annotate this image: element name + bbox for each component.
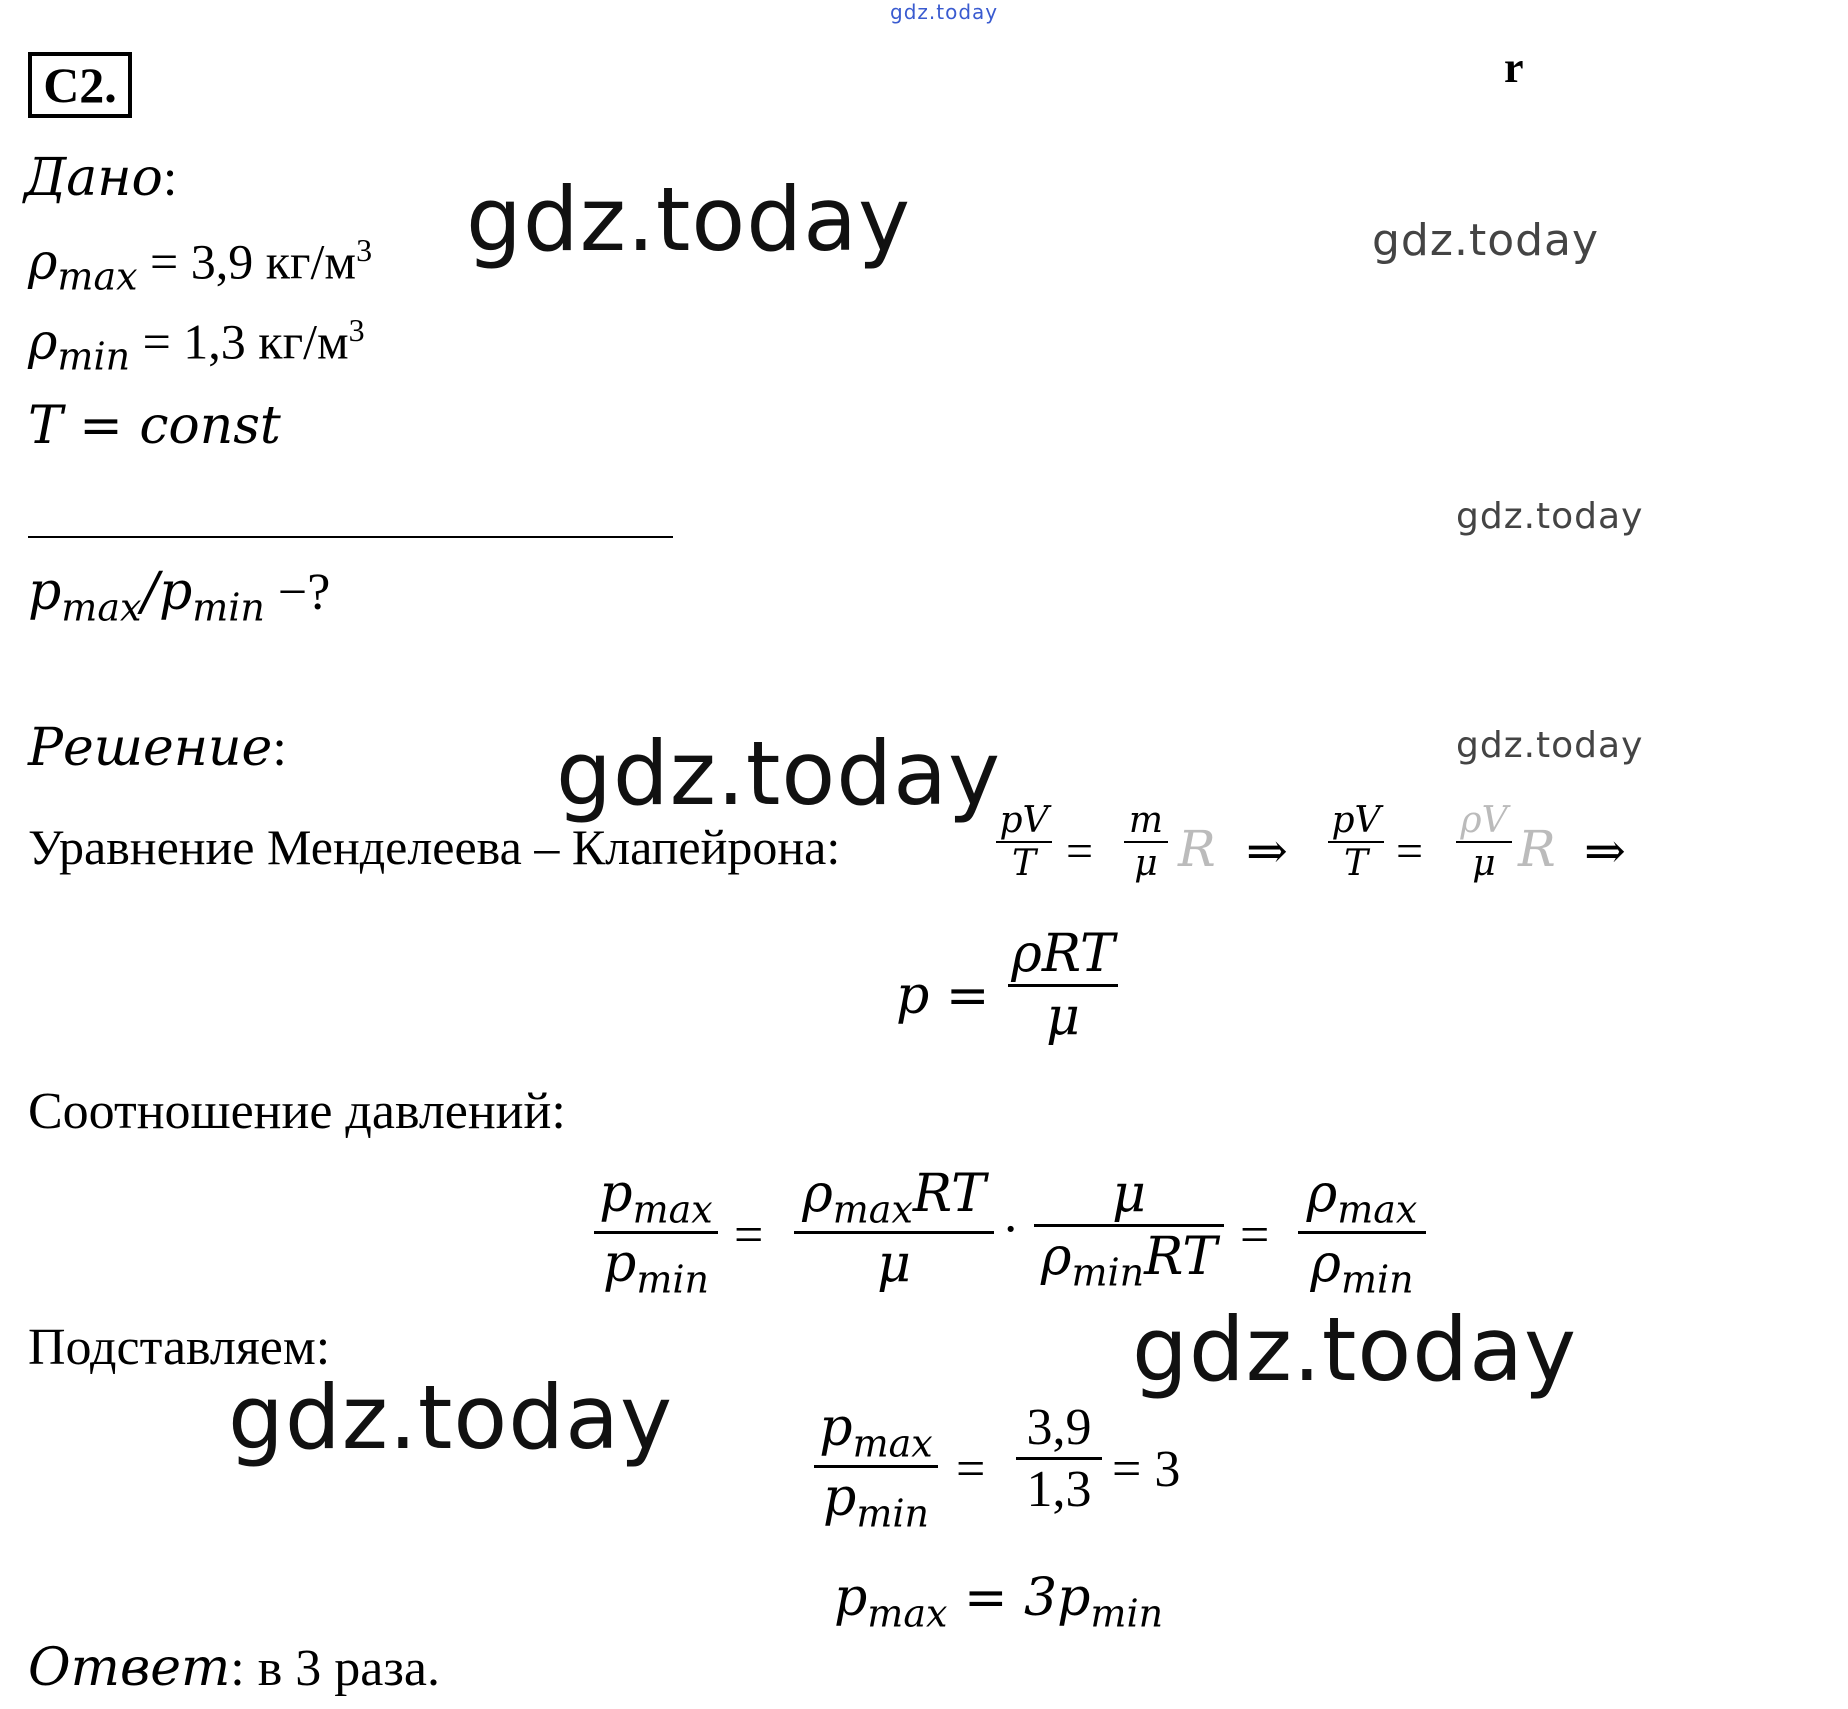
unit-exponent: 3 [348,312,365,348]
numerator: $\rho_{max}$ [1306,1164,1418,1232]
equals-sign: = [956,1441,986,1498]
numerator: m [1128,800,1164,841]
answer-text: : в 3 раза. [230,1640,440,1697]
watermark: gdz.today [228,1366,674,1469]
numerator: $\rho_{max}RT$ [802,1164,986,1232]
numerator: $p_{max}$ [819,1398,933,1466]
denominator: $\rho_{min}$ [1310,1234,1414,1302]
given-heading [24,148,177,208]
question-mark: −? [264,564,331,621]
rho-subscript: min [57,334,131,379]
problem-number: С2. [28,52,132,118]
watermark: gdz.today [1456,496,1644,537]
numerator: $p_{max}$ [599,1164,713,1232]
denominator: $p_{min}$ [603,1234,709,1302]
fraction-pv-t [996,800,1052,884]
rho-symbol: ρ [28,232,58,291]
answer-line [28,1638,440,1698]
numerator: pV [999,800,1049,841]
multiply-dot: · [1002,1201,1020,1258]
fraction-rhort-mu [1008,924,1118,1047]
stray-mark: r [1504,43,1524,92]
ratio-label: Соотношение давлений: [28,1083,566,1140]
given-colon: : [162,150,178,207]
fraction-pv-t [1328,800,1384,884]
substitute-label: Подставляем: [28,1319,331,1376]
rho-subscript: max [57,254,138,299]
p-symbol: p [28,562,62,622]
final-relation: $p_{max} = 3p_{min}$ [834,1568,1164,1636]
given-divider [28,536,673,538]
equals-sign: = [1066,825,1094,878]
result-value: = 3 [1112,1441,1181,1498]
fraction-rhomax-rhomin [1298,1164,1426,1302]
pressure-lhs: p = [896,966,990,1026]
implies-arrow: ⇒ [1246,823,1288,879]
rho-symbol: ρ [28,312,58,371]
slash: / [141,562,159,622]
fraction-numeric [1016,1398,1102,1519]
answer-label: Ответ [28,1638,231,1698]
fraction-m-mu [1124,800,1168,884]
solution-heading [28,718,287,778]
denominator: 1,3 [1026,1461,1092,1518]
rho-min-value: = 1,3 кг/м [130,313,349,370]
watermark: gdz.today [1132,1298,1578,1401]
rho-max-value: = 3,9 кг/м [137,233,357,290]
fraction-rhomaxrt-mu [794,1164,994,1294]
numerator: μ [1112,1164,1146,1224]
p-subscript: min [192,585,265,630]
numerator: 3,9 [1026,1399,1092,1456]
p-symbol: p [158,562,193,622]
denominator: T [1343,843,1368,884]
gas-constant: R [1518,820,1556,878]
given-label: Дано [24,148,163,208]
fraction-mu-rhominrt [1034,1164,1224,1294]
find-expression [28,562,330,629]
watermark: gdz.today [1456,725,1644,766]
given-rho-min [28,312,365,379]
watermark-top: gdz.today [890,0,999,24]
fraction-rhov-mu [1456,800,1512,884]
equals-sign: = [1396,825,1424,878]
denominator: μ [1472,843,1496,884]
unit-exponent: 3 [356,232,373,268]
fraction-pmax-pmin [814,1398,938,1536]
given-rho-max [28,232,372,299]
equals-sign: = [734,1207,764,1264]
numerator: ρRT [1011,924,1115,984]
implies-arrow: ⇒ [1584,823,1626,879]
numerator: pV [1331,800,1381,841]
solution-colon: : [272,720,287,777]
denominator: $p_{min}$ [823,1468,929,1536]
p-subscript: max [61,585,142,630]
solution-label: Решение [28,718,273,778]
denominator: T [1011,843,1036,884]
denominator: μ [1134,843,1158,884]
numerator: ρV [1460,800,1508,841]
given-temperature: T = const [28,396,281,456]
watermark: gdz.today [1372,215,1600,266]
watermark: gdz.today [466,168,912,271]
gas-constant: R [1178,820,1216,878]
denominator: μ [877,1234,911,1295]
equation-label: Уравнение Менделеева – Клапейрона: [28,819,841,875]
watermark: gdz.today [556,722,1002,825]
denominator: $\rho_{min}RT$ [1040,1227,1218,1295]
fraction-pmax-pmin [594,1164,718,1302]
equals-sign: = [1240,1207,1270,1264]
denominator: μ [1046,987,1080,1047]
